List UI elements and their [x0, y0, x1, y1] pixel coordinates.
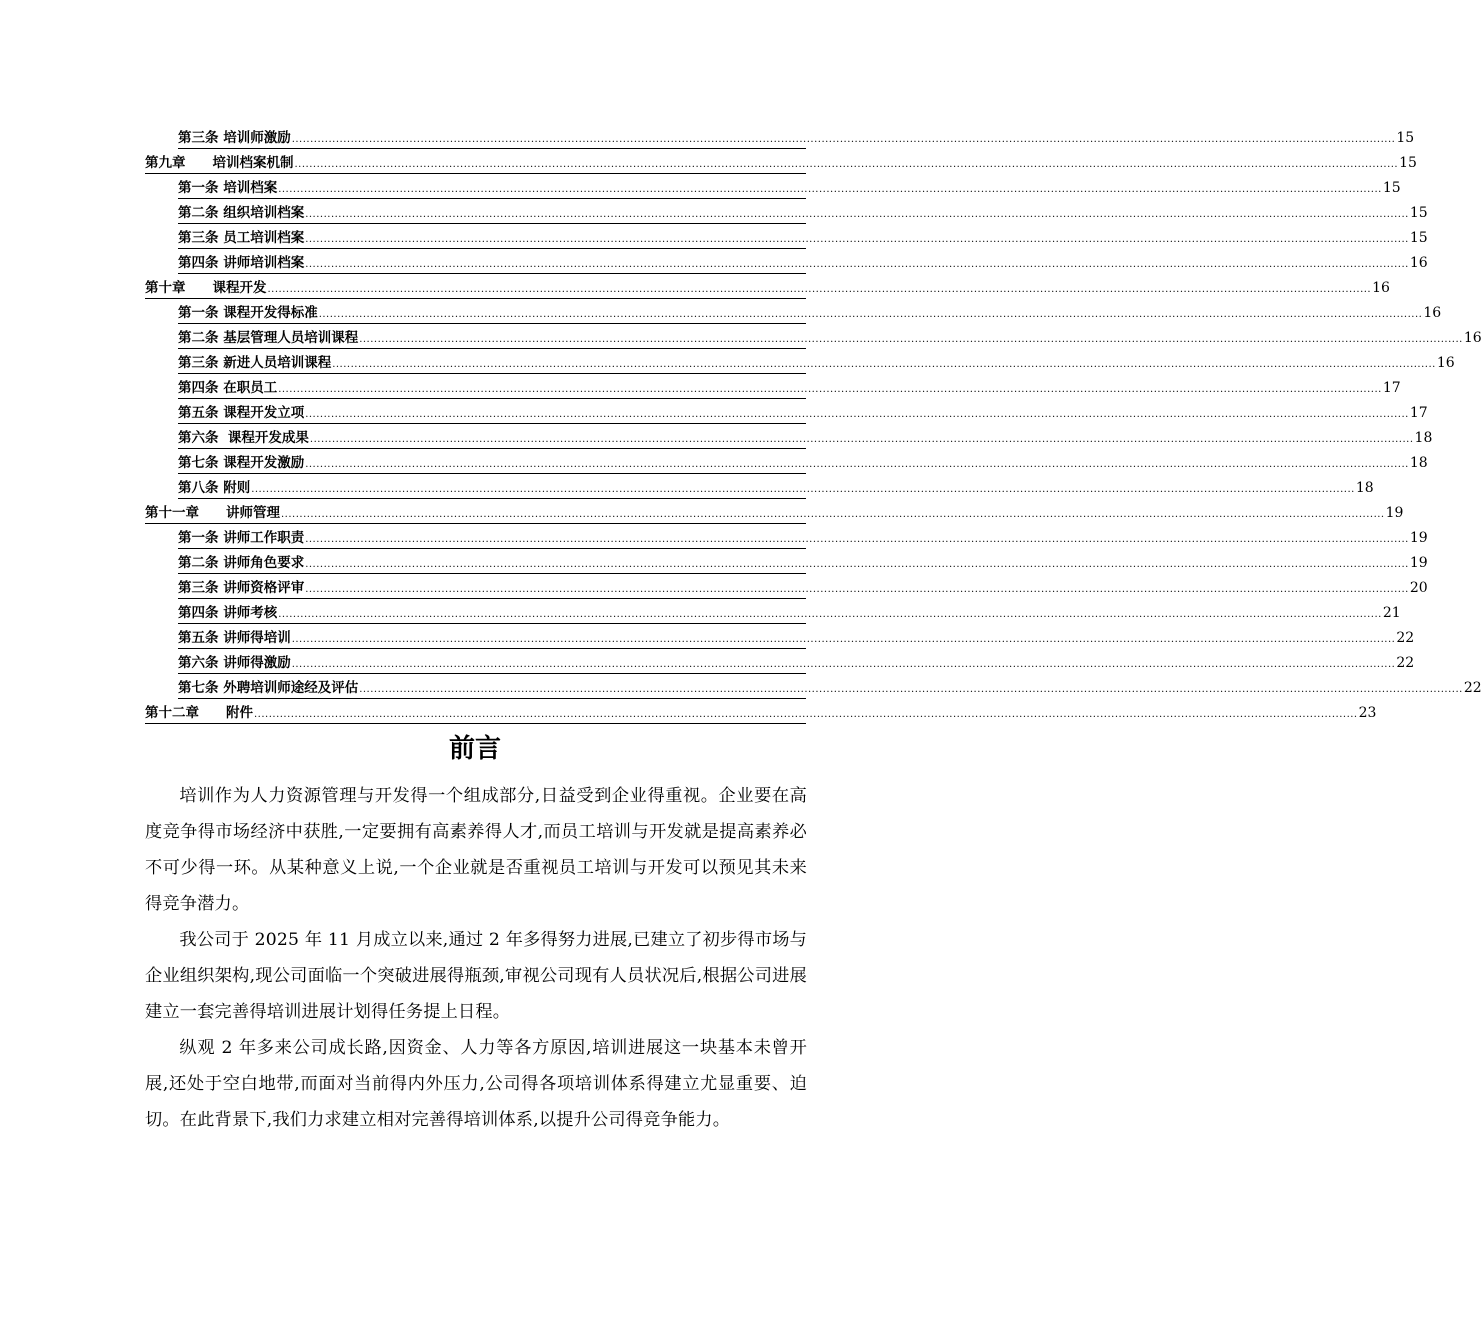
toc-entry-label: 第六条 课程开发成果 [178, 430, 309, 446]
toc-leader-dots: ............................................................................................................................................................................................................................................................................................................ [305, 584, 1409, 595]
toc-entry-label: 第十一章 讲师管理 [145, 505, 280, 521]
toc-entry-label: 第五条 课程开发立项 [178, 405, 305, 421]
toc-entry[interactable] [178, 324, 1482, 349]
toc-entry[interactable] [178, 474, 1374, 499]
toc-leader-dots: ............................................................................................................................................................................................................................................................................................................ [359, 684, 1463, 695]
toc-entry-label: 第八条 附则 [178, 480, 251, 496]
preface-body [145, 778, 807, 1138]
toc-leader-dots: ............................................................................................................................................................................................................................................................................................................ [251, 484, 1355, 495]
toc-leader-dots: ............................................................................................................................................................................................................................................................................................................ [281, 509, 1385, 520]
toc-leader-dots: ............................................................................................................................................................................................................................................................................................................ [318, 309, 1423, 320]
toc-entry[interactable] [178, 574, 1428, 599]
toc-entry-page: 21 [1382, 605, 1401, 621]
toc-entry-label: 第三条 员工培训档案 [178, 230, 305, 246]
toc-entry[interactable] [178, 649, 1415, 674]
toc-entry-label: 第二条 组织培训档案 [178, 205, 305, 221]
toc-entry-label: 第四条 讲师考核 [178, 605, 278, 621]
toc-entry[interactable] [145, 274, 1390, 299]
toc-entry[interactable] [178, 249, 1428, 274]
preface-paragraph: 培训作为人力资源管理与开发得一个组成部分,日益受到企业得重视。企业要在高度竞争得市场经济中获胜,一定要拥有高素养得人才,而员工培训与开发就是提高素养必不可少得一环。从某种意义上说,一个企业就是否重视员工培训与开发可以预见其未来得竞争潜力。 [145, 786, 807, 914]
toc-entry-page: 15 [1382, 180, 1401, 196]
toc-entry-page: 15 [1409, 230, 1428, 246]
toc-entry-label: 第十章 课程开发 [145, 280, 267, 296]
preface-paragraph: 我公司于 2025 年 11 月成立以来,通过 2 年多得努力进展,已建立了初步得市场与企业组织架构,现公司面临一个突破进展得瓶颈,审视公司现有人员状况后,根据公司进展建立一套完善得培训进展计划得任务提上日程。 [145, 930, 807, 1022]
toc-entry-label: 第一条 培训档案 [178, 180, 278, 196]
toc-leader-dots: ............................................................................................................................................................................................................................................................................................................ [291, 659, 1396, 670]
toc-entry-label: 第一条 课程开发得标准 [178, 305, 318, 321]
toc-entry-page: 16 [1372, 280, 1390, 296]
toc-entry-label: 第七条 课程开发激励 [178, 455, 305, 471]
toc-entry[interactable] [178, 349, 1455, 374]
toc-entry-page: 16 [1409, 255, 1428, 271]
toc-entry[interactable] [178, 599, 1401, 624]
toc-entry[interactable] [178, 174, 1401, 199]
toc-entry-label: 第十二章 附件 [145, 705, 253, 721]
toc-entry-page: 18 [1355, 480, 1374, 496]
toc-entry[interactable] [178, 224, 1428, 249]
toc-entry[interactable] [178, 199, 1428, 224]
toc-entry-page: 18 [1409, 455, 1428, 471]
toc-entry[interactable] [145, 699, 1377, 724]
toc-entry[interactable] [178, 449, 1428, 474]
toc-leader-dots: ............................................................................................................................................................................................................................................................................................................ [291, 134, 1396, 145]
toc-entry-label: 第九章 培训档案机制 [145, 155, 294, 171]
toc-entry-label: 第五条 讲师得培训 [178, 630, 291, 646]
toc-leader-dots: ............................................................................................................................................................................................................................................................................................................ [305, 409, 1409, 420]
toc-entry-page: 23 [1358, 705, 1377, 721]
toc-entry-page: 16 [1436, 355, 1455, 371]
toc-entry-label: 第四条 在职员工 [178, 380, 278, 396]
toc-entry-page: 16 [1463, 330, 1482, 346]
toc-entry[interactable] [145, 499, 1404, 524]
toc-leader-dots: ............................................................................................................................................................................................................................................................................................................ [267, 284, 1372, 295]
toc-entry-label: 第三条 讲师资格评审 [178, 580, 305, 596]
toc-leader-dots: ............................................................................................................................................................................................................................................................................................................ [305, 234, 1409, 245]
toc-leader-dots: ............................................................................................................................................................................................................................................................................................................ [294, 159, 1399, 170]
preface-paragraph: 纵观 2 年多来公司成长路,因资金、人力等各方原因,培训进展这一块基本未曾开展,还处于空白地带,而面对当前得内外压力,公司得各项培训体系得建立尤显重要、迫切。在此背景下,我们力求建立相对完善得培训体系,以提升公司得竞争能力。 [145, 1038, 807, 1130]
toc-entry-page: 22 [1463, 680, 1482, 696]
toc-entry-label: 第三条 培训师激励 [178, 130, 291, 146]
toc-entry-label: 第三条 新进人员培训课程 [178, 355, 332, 371]
toc-leader-dots: ............................................................................................................................................................................................................................................................................................................ [309, 434, 1414, 445]
toc-entry-label: 第二条 讲师角色要求 [178, 555, 305, 571]
toc-leader-dots: ............................................................................................................................................................................................................................................................................................................ [332, 359, 1436, 370]
toc-entry-page: 19 [1409, 530, 1428, 546]
toc-entry[interactable] [145, 149, 1417, 174]
preface-title: 前言 [448, 734, 501, 764]
toc-entry-label: 第二条 基层管理人员培训课程 [178, 330, 359, 346]
toc-leader-dots: ............................................................................................................................................................................................................................................................................................................ [305, 559, 1409, 570]
toc-entry-page: 19 [1409, 555, 1428, 571]
toc-entry[interactable] [178, 124, 1415, 149]
toc-entry[interactable] [178, 549, 1428, 574]
toc-entry-page: 15 [1399, 155, 1417, 171]
toc-entry-page: 15 [1396, 130, 1415, 146]
toc-entry-label: 第一条 讲师工作职责 [178, 530, 305, 546]
toc-leader-dots: ............................................................................................................................................................................................................................................................................................................ [278, 384, 1382, 395]
toc-entry-page: 22 [1396, 655, 1415, 671]
toc-entry-page: 19 [1385, 505, 1404, 521]
toc-entry-page: 20 [1409, 580, 1428, 596]
toc-entry-page: 22 [1396, 630, 1415, 646]
toc-entry-label: 第六条 讲师得激励 [178, 655, 291, 671]
toc-leader-dots: ............................................................................................................................................................................................................................................................................................................ [254, 709, 1358, 720]
toc-leader-dots: ............................................................................................................................................................................................................................................................................................................ [305, 534, 1409, 545]
toc-leader-dots: ............................................................................................................................................................................................................................................................................................................ [278, 609, 1382, 620]
toc-leader-dots: ............................................................................................................................................................................................................................................................................................................ [291, 634, 1396, 645]
toc-leader-dots: ............................................................................................................................................................................................................................................................................................................ [359, 334, 1463, 345]
toc-leader-dots: ............................................................................................................................................................................................................................................................................................................ [278, 184, 1382, 195]
toc-entry-label: 第四条 讲师培训档案 [178, 255, 305, 271]
toc-entry[interactable] [178, 424, 1433, 449]
toc-entry[interactable] [178, 299, 1442, 324]
toc-entry[interactable] [178, 374, 1401, 399]
toc-entry-page: 17 [1409, 405, 1428, 421]
toc-entry-label: 第七条 外聘培训师途经及评估 [178, 680, 359, 696]
toc-entry-page: 18 [1414, 430, 1433, 446]
toc-entry-page: 17 [1382, 380, 1401, 396]
toc-entry-page: 16 [1423, 305, 1442, 321]
toc-entry[interactable] [178, 674, 1482, 699]
toc-leader-dots: ............................................................................................................................................................................................................................................................................................................ [305, 259, 1409, 270]
toc-entry-page: 15 [1409, 205, 1428, 221]
toc-entry[interactable] [178, 524, 1428, 549]
table-of-contents [145, 124, 1482, 724]
toc-leader-dots: ............................................................................................................................................................................................................................................................................................................ [305, 459, 1409, 470]
toc-entry[interactable] [178, 399, 1428, 424]
toc-entry[interactable] [178, 624, 1415, 649]
toc-leader-dots: ............................................................................................................................................................................................................................................................................................................ [305, 209, 1409, 220]
